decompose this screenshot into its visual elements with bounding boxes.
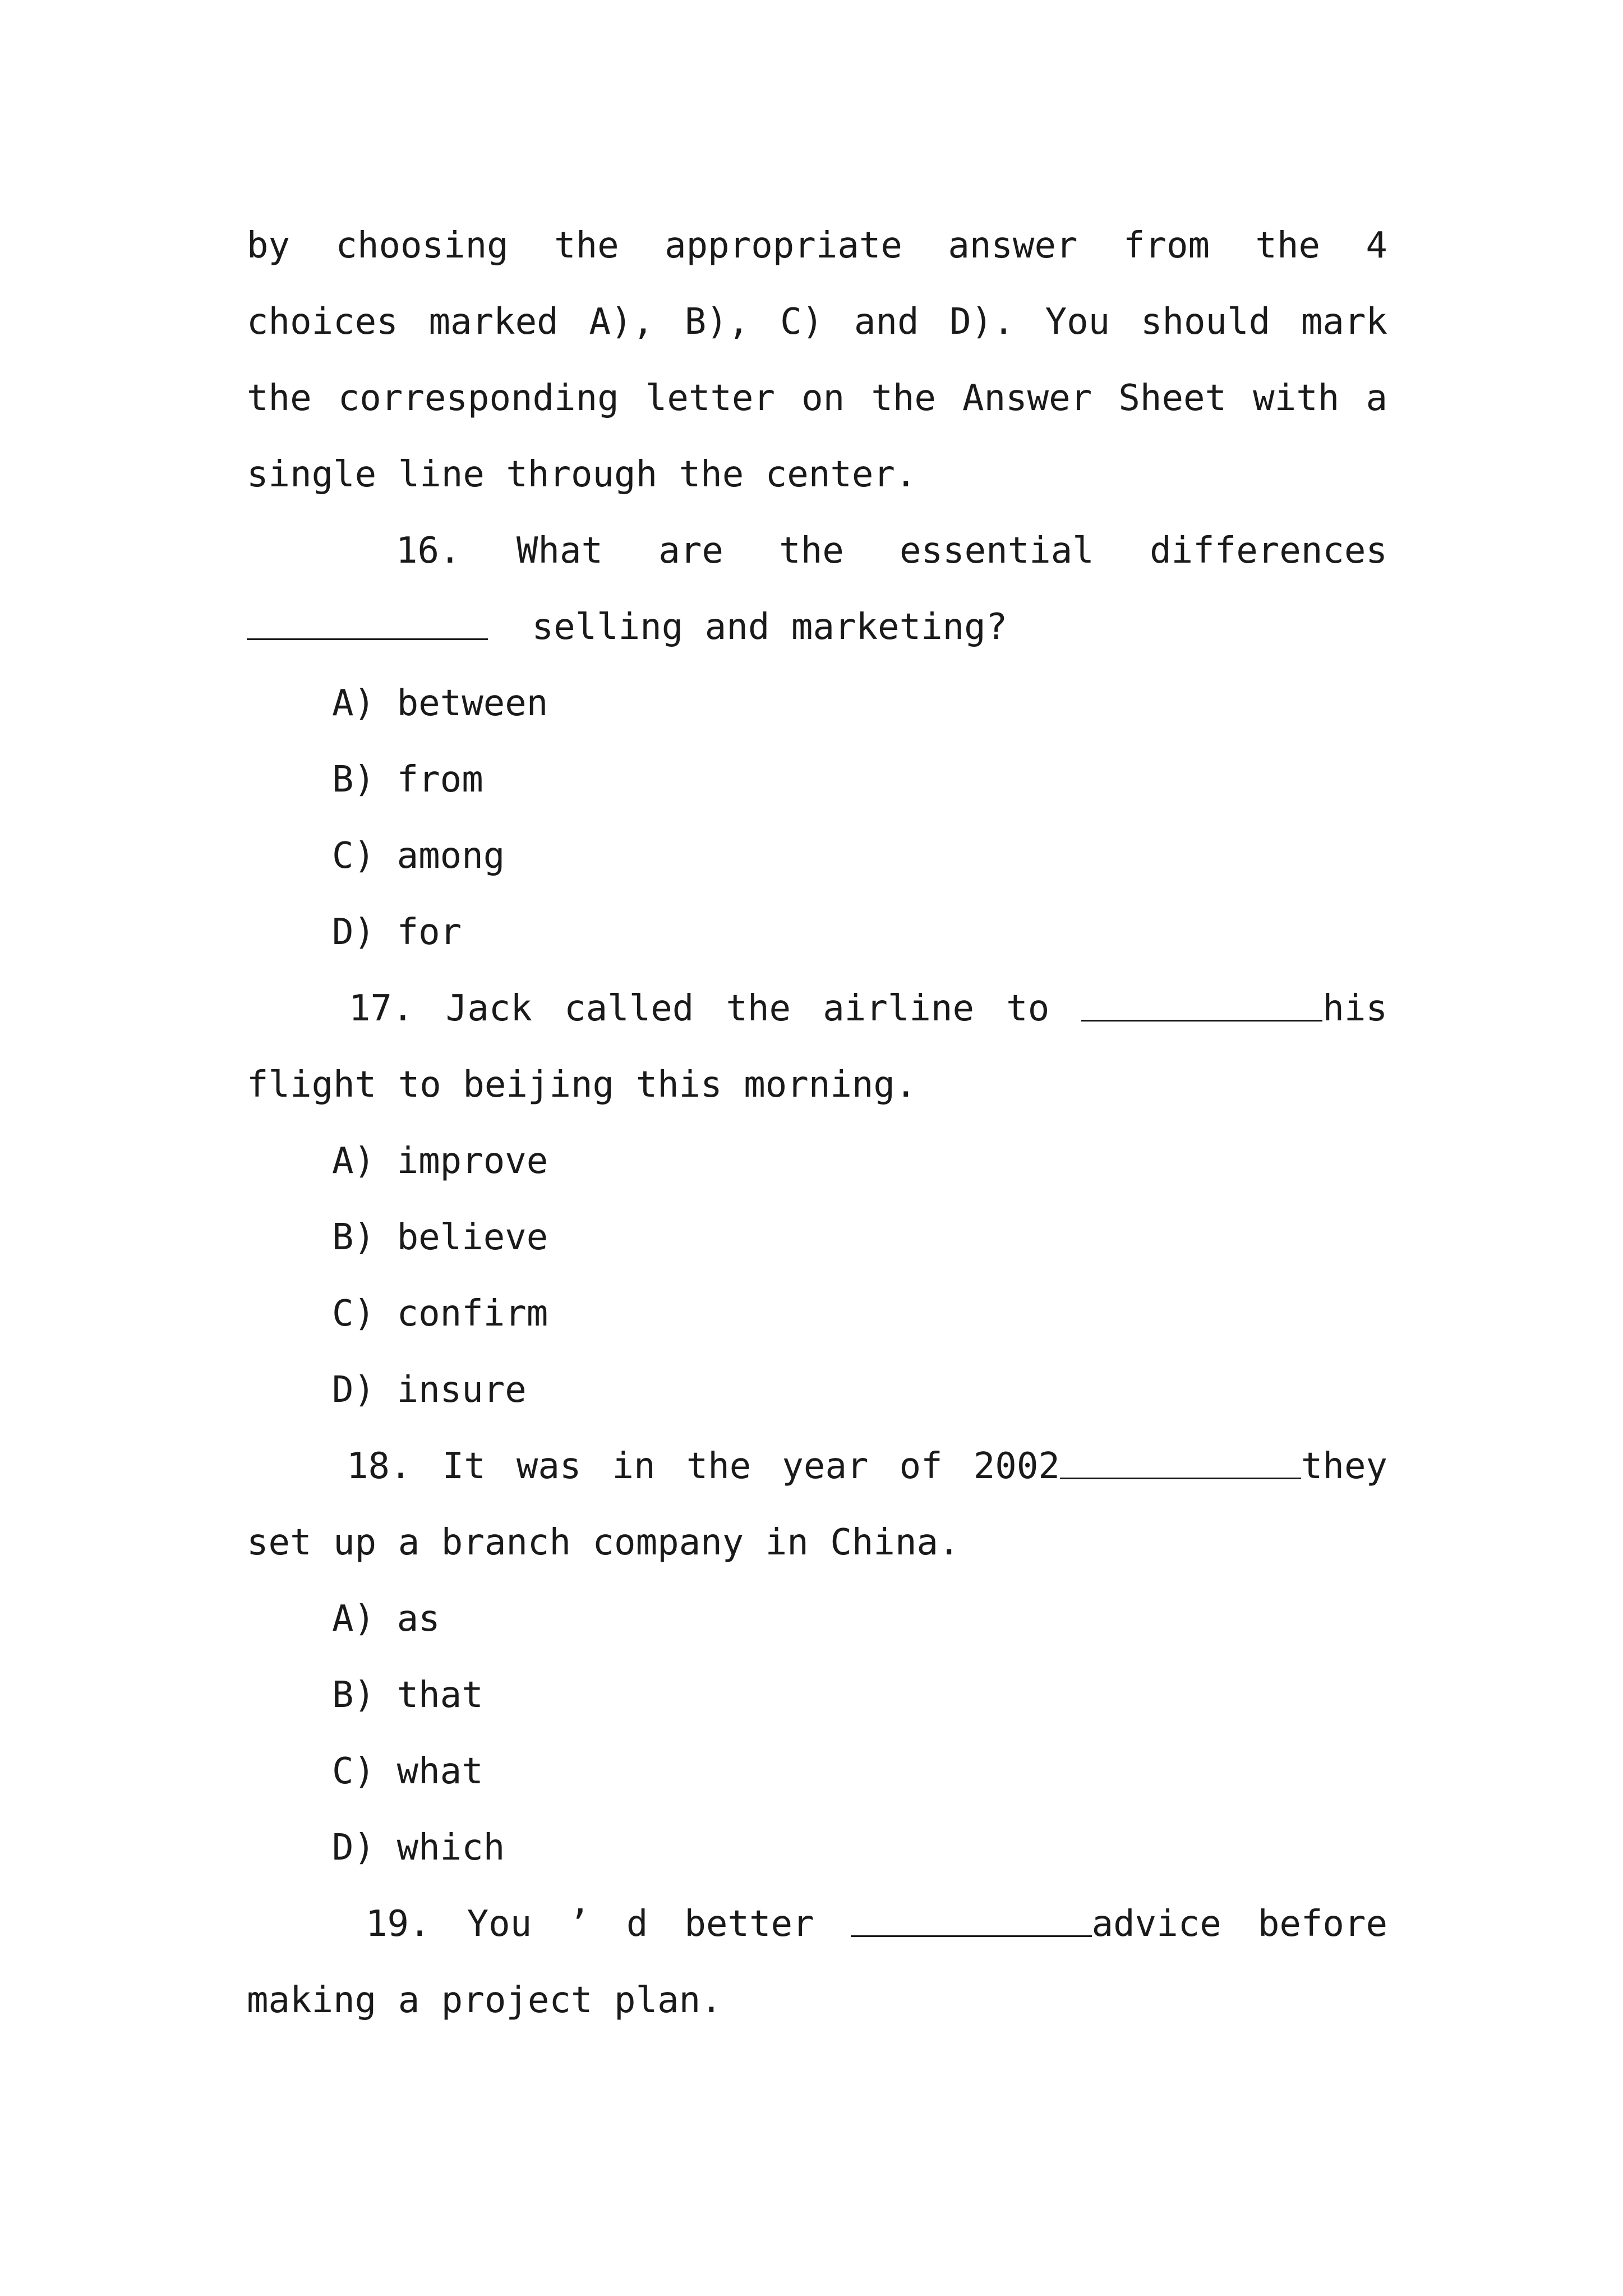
word: on [801,378,845,419]
word: the [554,225,619,266]
word: Jack [445,988,532,1029]
question-17-option-c: C) confirm [332,1293,548,1335]
question-19-stem-line-1 [366,1890,1387,1958]
question-18-stem-line-2: set up a branch company in China. [247,1522,960,1563]
word: What [516,530,603,572]
word: they [1301,1446,1387,1487]
question-16-option-a: A) between [332,683,548,724]
blank-with-words [974,1433,1387,1500]
answer-blank [1060,1475,1301,1479]
word: You [1045,301,1110,343]
word: should [1140,301,1271,343]
word: called [564,988,694,1029]
question-number: 19. [366,1903,431,1945]
word: the [726,988,791,1029]
word: Sheet [1118,378,1227,419]
word: a [1366,378,1387,419]
word: was [516,1446,582,1487]
question-16-option-d: D) for [332,912,462,953]
word: the [686,1446,751,1487]
word: D). [949,301,1015,343]
word: choosing [335,225,509,266]
word: the [1255,225,1320,266]
word: advice [1091,1903,1221,1945]
word: 2002 [973,1446,1060,1487]
word: are [658,530,723,572]
word: his [1322,988,1387,1029]
word: 4 [1366,225,1387,266]
question-16-stem-line-1 [396,517,1387,585]
instructions-line-3 [247,365,1387,432]
word: answer [948,225,1078,266]
question-17-option-a: A) improve [332,1140,548,1182]
word: mark [1301,301,1387,343]
question-17-option-b: B) believe [332,1217,548,1258]
question-19-stem-line-2: making a project plan. [247,1980,722,2021]
word: of [899,1446,943,1487]
word: letter [645,378,775,419]
question-17-option-d: D) insure [332,1369,527,1411]
word: ’ [568,1903,590,1945]
question-number: 17. [349,988,414,1029]
blank-with-word [851,1890,1221,1958]
word: It [442,1446,486,1487]
answer-blank [1081,1018,1322,1022]
question-16-option-b: B) from [332,759,483,800]
word: the [247,378,312,419]
word: appropriate [665,225,902,266]
word: Answer [962,378,1092,419]
word: to [1006,988,1050,1029]
stem-text: selling and marketing? [532,606,1008,648]
question-18-stem-line-1 [347,1433,1387,1500]
word: choices [247,301,398,343]
word: A), [589,301,654,343]
word: corresponding [338,378,619,419]
word: from [1123,225,1210,266]
answer-blank [247,636,488,640]
word: d [626,1903,648,1945]
word: marked [428,301,559,343]
word: before [1257,1903,1387,1945]
word: the [779,530,844,572]
word: with [1253,378,1340,419]
word: the [871,378,936,419]
instructions-line-2 [247,288,1387,356]
word: airline [823,988,974,1029]
question-17-stem-line-2: flight to beijing this morning. [247,1064,917,1106]
question-16-option-c: C) among [332,835,505,877]
question-18-option-d: D) which [332,1827,505,1869]
answer-blank [851,1933,1092,1937]
word: better [684,1903,814,1945]
word: in [612,1446,656,1487]
question-number: 16. [396,530,461,572]
instructions-line-1 [247,212,1387,279]
question-18-option-a: A) as [332,1598,440,1640]
word: year [782,1446,869,1487]
question-18-option-b: B) that [332,1674,483,1716]
instructions-line-4: single line through the center. [247,454,917,495]
question-number: 18. [347,1446,412,1487]
word: B), [684,301,750,343]
question-17-stem-line-1 [349,975,1387,1042]
question-18-option-c: C) what [332,1751,483,1792]
word: C) [780,301,824,343]
word: differences [1150,530,1387,572]
word: You [467,1903,532,1945]
question-16-stem-line-2 [247,593,1387,661]
word: and [854,301,919,343]
word: by [247,225,291,266]
word: essential [900,530,1094,572]
blank-with-word [1081,975,1387,1042]
